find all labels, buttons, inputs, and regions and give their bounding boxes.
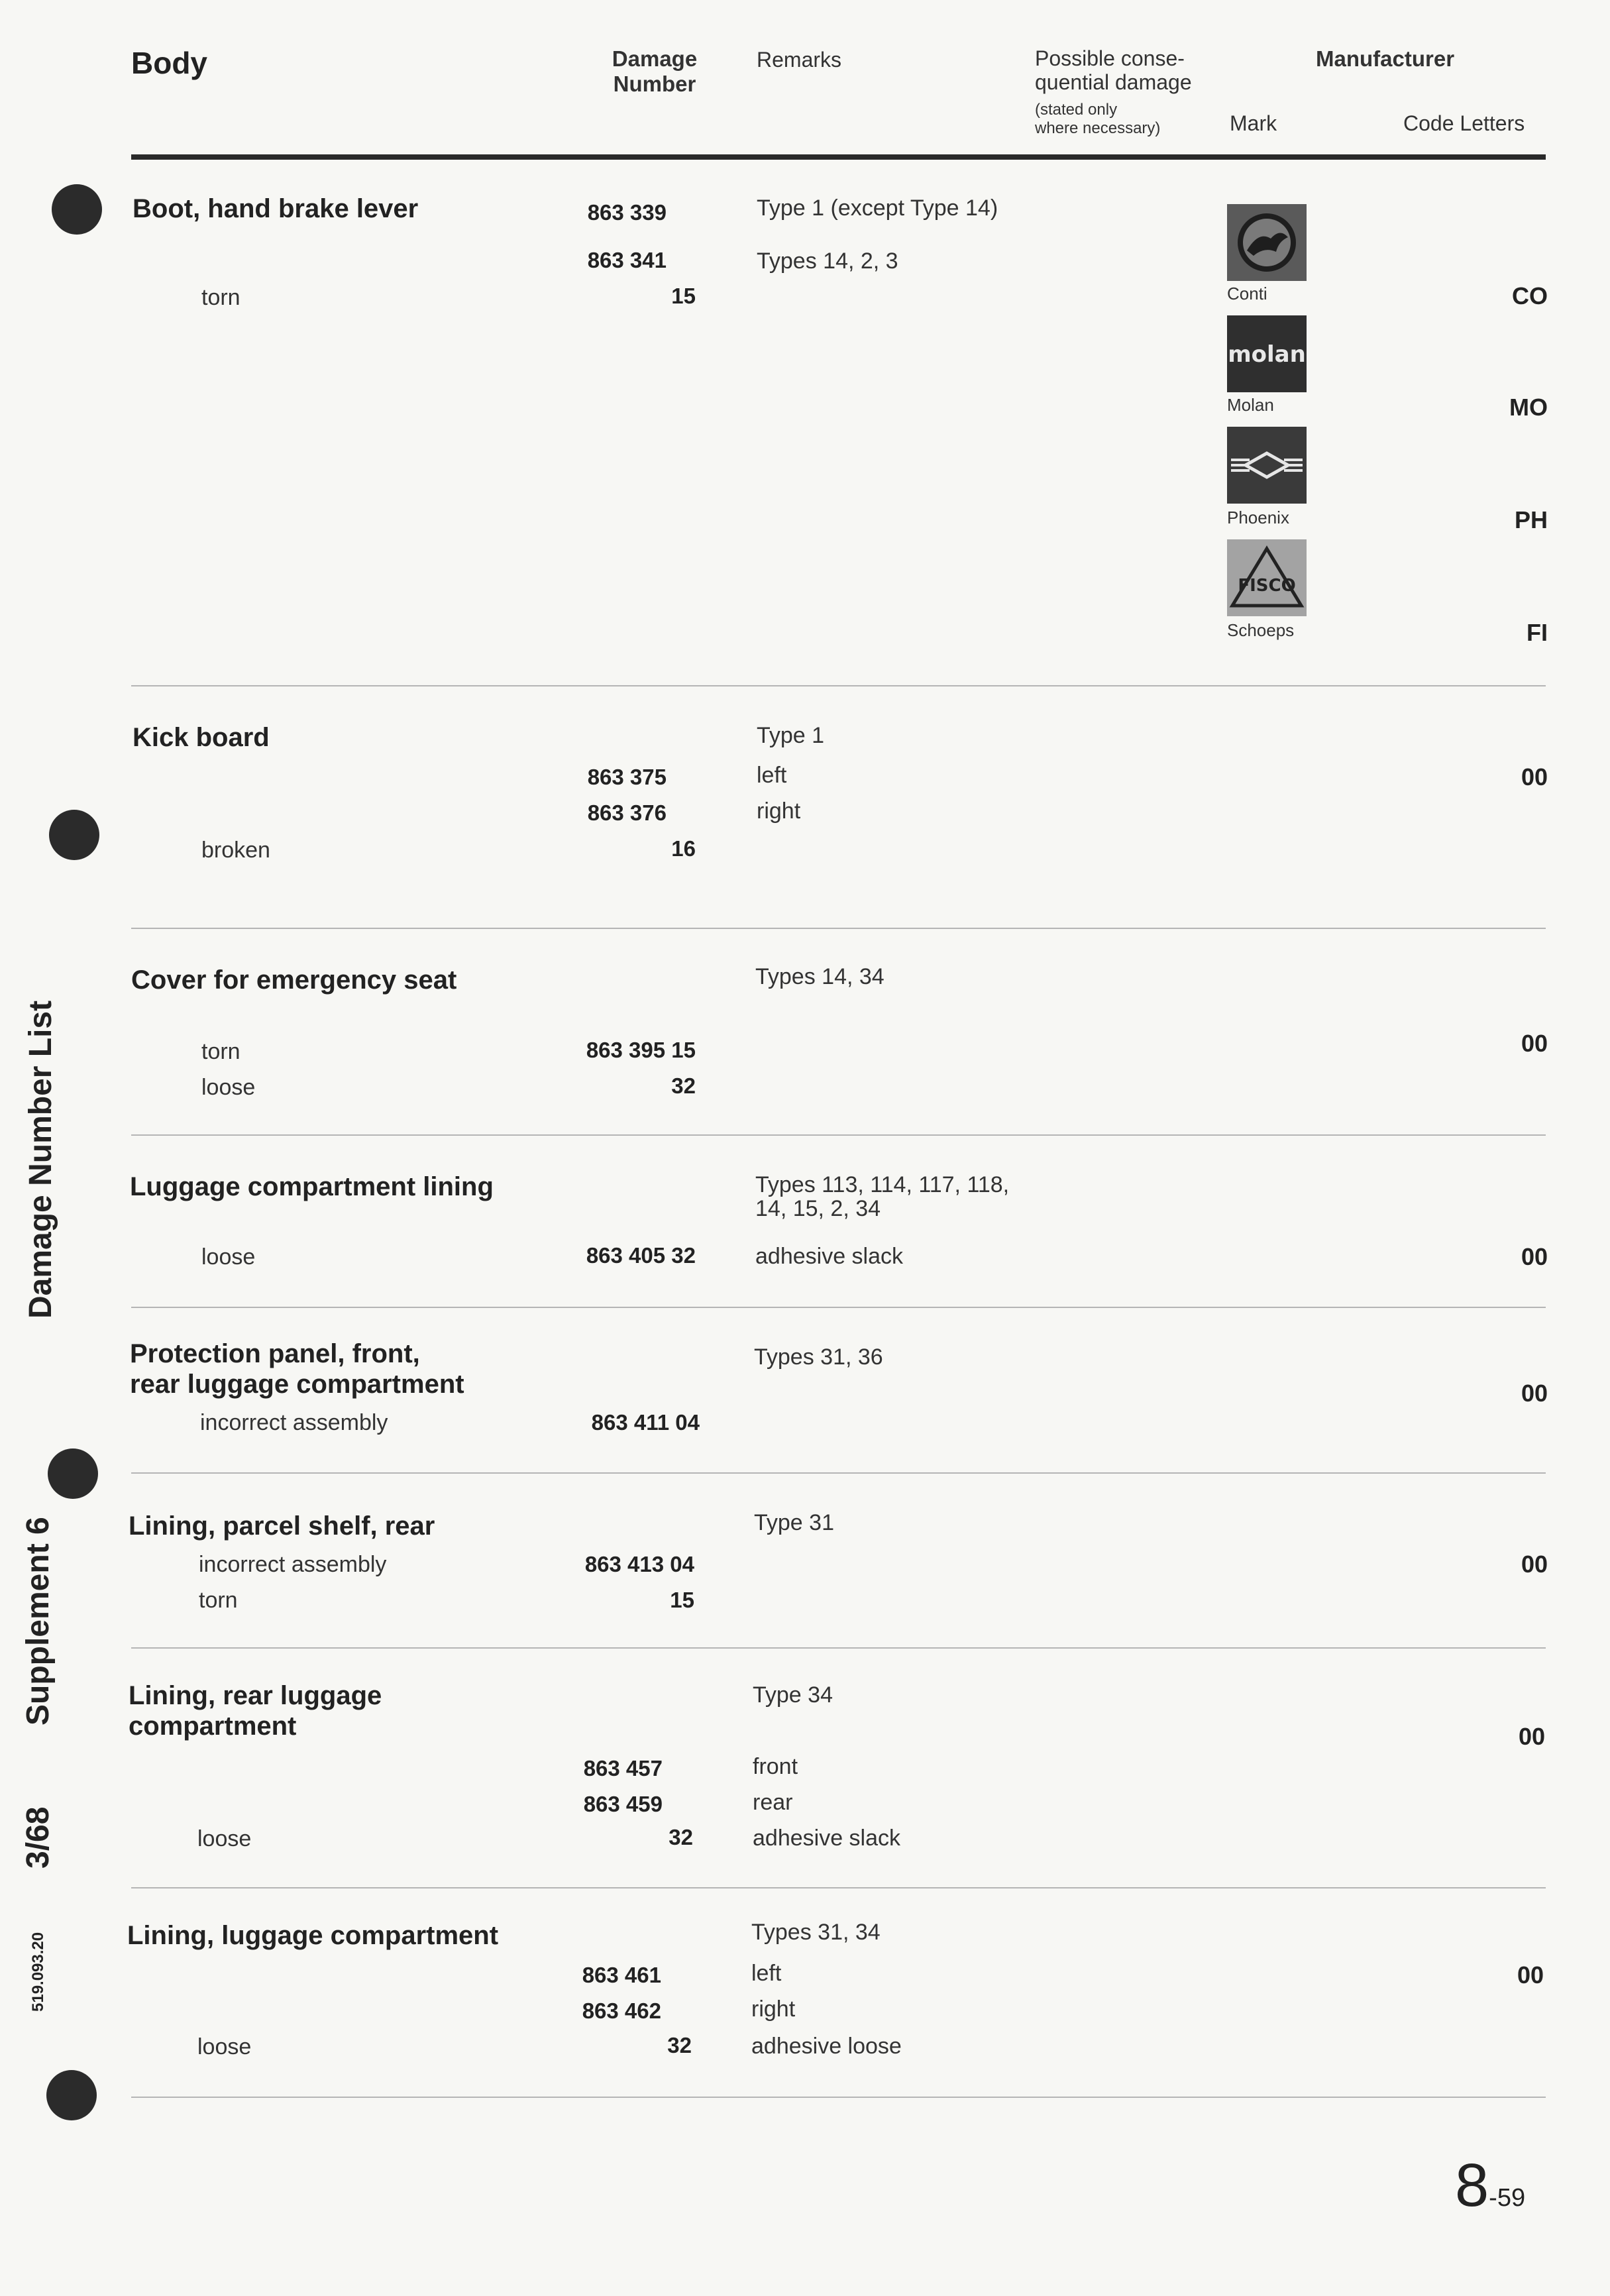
damage-number-header xyxy=(608,46,701,97)
damage-number-header-line1: Damage xyxy=(612,46,698,71)
stated-only-note xyxy=(1035,101,1160,138)
parcel-item-torn-num: 15 xyxy=(670,1588,694,1612)
rear-title-line2: compartment xyxy=(129,1712,297,1741)
conti-caption: Conti xyxy=(1227,284,1267,303)
rear-title-line1: Lining, rear luggage xyxy=(129,1681,382,1710)
parcel-title: Lining, parcel shelf, rear xyxy=(129,1511,435,1541)
lcl-rem0 xyxy=(755,1173,1009,1221)
section-title: Body xyxy=(131,46,207,80)
lug-code: 00 xyxy=(1517,1961,1544,1989)
sidebar-supplement: Supplement 6 xyxy=(21,1517,56,1725)
consequential-header xyxy=(1035,46,1192,94)
rear-item-loose-rem: adhesive slack xyxy=(753,1826,901,1851)
cover-rem0: Types 14, 34 xyxy=(755,964,885,989)
cover-title: Cover for emergency seat xyxy=(131,965,457,995)
kick-item-broken-num: 16 xyxy=(671,836,696,861)
prot-title-line1: Protection panel, front, xyxy=(130,1339,420,1368)
boot-title: Boot, hand brake lever xyxy=(133,194,419,223)
sidebar-doc-code: 519.093.20 xyxy=(29,1932,47,2012)
lug-num2: 863 462 xyxy=(582,1998,661,2023)
binder-hole-3 xyxy=(48,1449,98,1499)
binder-hole-1 xyxy=(52,184,102,235)
rear-code: 00 xyxy=(1518,1723,1545,1750)
rear-rem0: Type 34 xyxy=(753,1682,833,1708)
rear-title xyxy=(129,1680,382,1741)
conti-code: CO xyxy=(1512,282,1548,309)
molan-code: MO xyxy=(1509,394,1548,421)
separator-4 xyxy=(131,1307,1546,1308)
manufacturer-header: Manufacturer xyxy=(1316,46,1455,71)
page-number-sub: -59 xyxy=(1489,2184,1526,2212)
phoenix-logo-icon xyxy=(1227,427,1307,504)
separator-2 xyxy=(131,928,1546,929)
sidebar-list-title: Damage Number List xyxy=(23,1000,58,1319)
lug-rem2: right xyxy=(751,1996,796,2022)
prot-item-incorrect-assembly-num: 863 411 04 xyxy=(591,1410,700,1435)
prot-title xyxy=(130,1339,464,1399)
kick-rem2: right xyxy=(757,798,801,824)
parcel-item-torn: torn xyxy=(199,1588,238,1613)
schoeps-code: FI xyxy=(1527,619,1548,646)
schoeps-logo-icon xyxy=(1227,539,1307,616)
cover-item-loose: loose xyxy=(201,1075,256,1100)
page-number xyxy=(1455,2151,1525,2220)
schoeps-logo-text: FISCO xyxy=(1238,576,1296,596)
damage-number-header-line2: Number xyxy=(613,72,696,96)
lcl-title: Luggage compartment lining xyxy=(130,1172,494,1201)
lcl-item-loose: loose xyxy=(201,1244,256,1270)
molan-caption: Molan xyxy=(1227,395,1274,415)
kick-rem1: left xyxy=(757,763,787,788)
kick-num1: 863 375 xyxy=(587,765,667,789)
kick-title: Kick board xyxy=(133,723,270,752)
separator-3 xyxy=(131,1134,1546,1136)
lug-num1: 863 461 xyxy=(582,1963,661,1987)
lcl-code: 00 xyxy=(1521,1243,1548,1270)
separator-8 xyxy=(131,2097,1546,2098)
stated-only-line1: (stated only xyxy=(1035,101,1118,119)
phoenix-code: PH xyxy=(1514,506,1548,533)
lug-rem1: left xyxy=(751,1961,782,1986)
header-rule xyxy=(131,154,1546,160)
boot-item-torn-num: 15 xyxy=(671,284,696,308)
schoeps-caption: Schoeps xyxy=(1227,620,1295,640)
page-number-main: 8 xyxy=(1455,2152,1489,2219)
lug-title: Lining, luggage compartment xyxy=(127,1921,499,1950)
parcel-item-incorrect-assembly-num: 863 413 04 xyxy=(584,1552,694,1576)
boot-item-torn: torn xyxy=(201,285,241,310)
lcl-rem0-line2: 14, 15, 2, 34 xyxy=(755,1196,881,1221)
separator-7 xyxy=(131,1887,1546,1888)
mark-header: Mark xyxy=(1230,111,1277,135)
prot-code: 00 xyxy=(1521,1380,1548,1407)
kick-num2: 863 376 xyxy=(587,800,667,825)
lcl-rem0-line1: Types 113, 114, 117, 118, xyxy=(755,1172,1010,1197)
prot-rem0: Types 31, 36 xyxy=(754,1344,883,1370)
lug-rem0: Types 31, 34 xyxy=(751,1920,881,1945)
kick-rem0: Type 1 xyxy=(757,723,825,748)
lcl-item-loose-num: 863 405 32 xyxy=(586,1243,696,1268)
parcel-item-incorrect-assembly: incorrect assembly xyxy=(199,1552,387,1577)
parcel-code: 00 xyxy=(1521,1551,1548,1578)
consequential-header-line1: Possible conse- xyxy=(1035,46,1185,70)
lcl-item-loose-rem: adhesive slack xyxy=(755,1244,904,1269)
cover-item-loose-num: 32 xyxy=(671,1073,696,1098)
rear-item-loose-num: 32 xyxy=(669,1825,693,1849)
boot-num2: 863 341 xyxy=(587,248,667,272)
prot-item-incorrect-assembly: incorrect assembly xyxy=(200,1410,388,1435)
kick-item-broken: broken xyxy=(201,838,270,863)
rear-rem1: front xyxy=(753,1754,798,1779)
sidebar-date: 3/68 xyxy=(21,1806,56,1869)
cover-item-torn-num: 863 395 15 xyxy=(586,1038,696,1062)
binder-hole-4 xyxy=(46,2070,97,2120)
boot-num1: 863 339 xyxy=(587,200,667,225)
phoenix-caption: Phoenix xyxy=(1227,508,1289,527)
rear-rem2: rear xyxy=(753,1790,793,1815)
rear-item-loose: loose xyxy=(197,1826,252,1851)
prot-title-line2: rear luggage compartment xyxy=(130,1370,464,1399)
conti-logo-icon xyxy=(1227,204,1307,281)
stated-only-line2: where necessary) xyxy=(1035,119,1161,137)
cover-item-torn: torn xyxy=(201,1039,241,1064)
rear-num2: 863 459 xyxy=(583,1792,663,1816)
parcel-rem0: Type 31 xyxy=(754,1510,834,1535)
molan-logo-text: molan xyxy=(1228,341,1306,368)
boot-rem2: Types 14, 2, 3 xyxy=(757,248,898,274)
consequential-header-line2: quential damage xyxy=(1035,70,1192,94)
cover-code: 00 xyxy=(1521,1030,1548,1057)
lug-item-loose-rem: adhesive loose xyxy=(751,2034,902,2059)
kick-code: 00 xyxy=(1521,763,1548,791)
lug-item-loose: loose xyxy=(197,2034,252,2059)
remarks-header: Remarks xyxy=(757,48,842,72)
binder-hole-2 xyxy=(49,810,99,860)
lug-item-loose-num: 32 xyxy=(667,2033,692,2057)
rear-num1: 863 457 xyxy=(583,1756,663,1780)
separator-6 xyxy=(131,1647,1546,1649)
code-letters-header: Code Letters xyxy=(1403,111,1525,135)
boot-rem1: Type 1 (except Type 14) xyxy=(757,195,998,221)
molan-logo-icon xyxy=(1227,315,1307,392)
separator-5 xyxy=(131,1472,1546,1474)
separator-1 xyxy=(131,685,1546,686)
